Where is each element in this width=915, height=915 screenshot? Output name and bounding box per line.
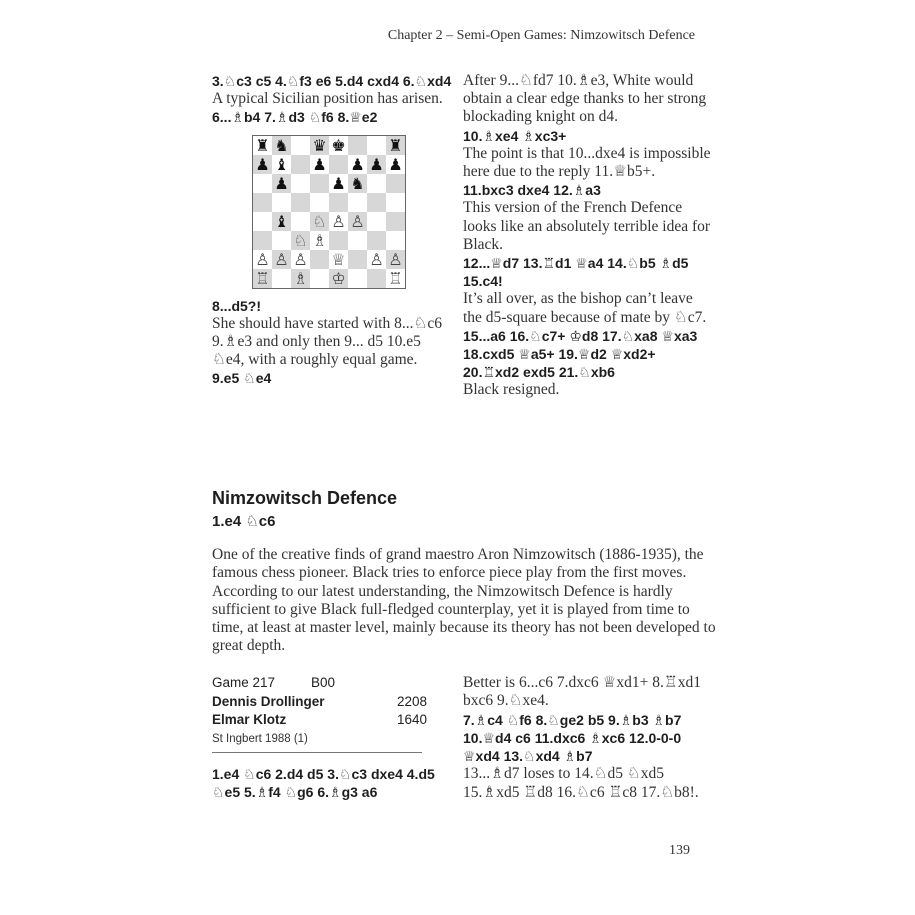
black-rook-icon: ♜ bbox=[255, 135, 270, 155]
white-rating: 2208 bbox=[396, 693, 427, 709]
board-square bbox=[253, 155, 272, 174]
board-square bbox=[386, 231, 405, 250]
board-square bbox=[291, 250, 310, 269]
white-king-icon: ♔ bbox=[331, 268, 346, 288]
board-square bbox=[291, 193, 310, 212]
black-pawn-icon: ♟ bbox=[255, 154, 270, 174]
board-square bbox=[272, 155, 291, 174]
board-square bbox=[272, 136, 291, 155]
commentary: It’s all over, as the bishop can’t leave the d5-square because of mate by ♘c7. bbox=[463, 290, 707, 326]
move-text: 12...♕d7 13.♖d1 ♕a4 14.♘b5 ♗d5 15.c4! bbox=[463, 255, 689, 290]
black-pawn-icon: ♟ bbox=[369, 154, 384, 174]
board-square bbox=[310, 155, 329, 174]
white-queen-icon: ♕ bbox=[331, 249, 346, 269]
board-square bbox=[253, 174, 272, 193]
game-header bbox=[212, 674, 427, 753]
white-pawn-icon: ♙ bbox=[369, 249, 384, 269]
board-square bbox=[310, 193, 329, 212]
board-square bbox=[329, 136, 348, 155]
board-square bbox=[329, 155, 348, 174]
white-pawn-icon: ♙ bbox=[255, 249, 270, 269]
board-square bbox=[348, 212, 367, 231]
black-queen-icon: ♛ bbox=[312, 135, 327, 155]
black-pawn-icon: ♟ bbox=[274, 173, 289, 193]
black-pawn-icon: ♟ bbox=[388, 154, 403, 174]
board-square bbox=[386, 269, 405, 288]
board-square bbox=[291, 174, 310, 193]
board-square bbox=[348, 136, 367, 155]
commentary: Black resigned. bbox=[463, 381, 560, 399]
board-square bbox=[253, 231, 272, 250]
board-square bbox=[329, 250, 348, 269]
board-square bbox=[367, 250, 386, 269]
board-square bbox=[272, 250, 291, 269]
board-square bbox=[310, 136, 329, 155]
black-player: Elmar Klotz bbox=[212, 712, 287, 727]
white-knight-icon: ♘ bbox=[312, 211, 327, 231]
move-text: 6...♗b4 7.♗d3 ♘f6 8.♕e2 bbox=[212, 109, 378, 126]
move-text: 10.♗xe4 ♗xc3+ bbox=[463, 127, 567, 144]
left-column bbox=[212, 72, 452, 388]
board-square bbox=[386, 155, 405, 174]
board-square bbox=[386, 250, 405, 269]
board-square bbox=[253, 193, 272, 212]
black-knight-icon: ♞ bbox=[350, 173, 365, 193]
board-square bbox=[348, 155, 367, 174]
board-square bbox=[367, 155, 386, 174]
commentary: 13...♗d7 loses to 14.♘d5 ♘xd5 15.♗xd5 ♖d8 16.♘c6 ♖c8 17.♘b8!. bbox=[463, 765, 699, 801]
board-square bbox=[386, 193, 405, 212]
black-king-icon: ♚ bbox=[331, 135, 346, 155]
board-square bbox=[367, 174, 386, 193]
board-square bbox=[329, 193, 348, 212]
section-intro: One of the creative finds of grand maestro Aron Nimzowitsch (1886-1935), the famous chess pioneer. Black tries to enforce piece play from the first moves. According to our latest understanding, the Nimzowitsch Defence is hardly sufficient to give Black full-fledged counterplay, yet it is played from time to time, at least at master level, mainly because its theory has not been developed to great depth. bbox=[212, 546, 716, 655]
board-square bbox=[272, 212, 291, 231]
right-column bbox=[463, 72, 713, 400]
white-pawn-icon: ♙ bbox=[388, 249, 403, 269]
board-square bbox=[386, 174, 405, 193]
white-bishop-icon: ♗ bbox=[293, 268, 308, 288]
board-square bbox=[291, 269, 310, 288]
eco-code: B00 bbox=[311, 675, 336, 690]
divider bbox=[212, 752, 422, 753]
board-square bbox=[272, 269, 291, 288]
board-square bbox=[329, 212, 348, 231]
white-rook-icon: ♖ bbox=[255, 268, 270, 288]
board-square bbox=[310, 250, 329, 269]
black-pawn-icon: ♟ bbox=[331, 173, 346, 193]
board-square bbox=[367, 212, 386, 231]
move-text: 7.♗c4 ♘f6 8.♘ge2 b5 9.♗b3 ♗b7 10.♕d4 c6 11.dxc6 ♗xc6 12.0-0-0 ♕xd4 13.♘xd4 ♗b7 bbox=[463, 711, 682, 765]
board-square bbox=[310, 174, 329, 193]
black-pawn-icon: ♟ bbox=[350, 154, 365, 174]
board-square bbox=[272, 193, 291, 212]
board-square bbox=[272, 231, 291, 250]
board-square bbox=[348, 231, 367, 250]
board-square bbox=[367, 231, 386, 250]
white-bishop-icon: ♗ bbox=[312, 230, 327, 250]
board-square bbox=[348, 193, 367, 212]
white-knight-icon: ♘ bbox=[293, 230, 308, 250]
black-bishop-icon: ♝ bbox=[274, 154, 289, 174]
board-square bbox=[272, 174, 291, 193]
board-square bbox=[386, 212, 405, 231]
board-square bbox=[367, 136, 386, 155]
board-square bbox=[291, 212, 310, 231]
board-square bbox=[291, 155, 310, 174]
chess-diagram bbox=[252, 135, 406, 289]
white-pawn-icon: ♙ bbox=[331, 211, 346, 231]
board-square bbox=[329, 231, 348, 250]
commentary: Better is 6...c6 7.dxc6 ♕xd1+ 8.♖xd1 bxc6 9.♘xe4. bbox=[463, 674, 702, 710]
commentary: This version of the French Defence looks like an absolutely terrible idea for Black. bbox=[463, 199, 711, 253]
board-square bbox=[367, 269, 386, 288]
game-event: St Ingbert 1988 (1) bbox=[212, 732, 308, 745]
white-rook-icon: ♖ bbox=[388, 268, 403, 288]
black-pawn-icon: ♟ bbox=[312, 154, 327, 174]
black-rook-icon: ♜ bbox=[388, 135, 403, 155]
board-square bbox=[253, 250, 272, 269]
move-text: 15...a6 16.♘c7+ ♔d8 17.♘xa8 ♕xa3 18.cxd5 ♕a5+ 19.♕d2 ♕xd2+ 20.♖xd2 exd5 21.♘xb6 bbox=[463, 327, 698, 381]
board-square bbox=[291, 136, 310, 155]
section-heading: Nimzowitsch Defence bbox=[212, 488, 398, 508]
commentary: She should have started with 8...♘c6 9.♗e3 and only then 9... d5 10.e5 ♘e4, with a roughly equal game. bbox=[212, 314, 442, 369]
game-number: Game 217 bbox=[212, 675, 276, 690]
white-pawn-icon: ♙ bbox=[293, 249, 308, 269]
black-rating: 1640 bbox=[396, 712, 427, 727]
commentary: A typical Sicilian position has arisen. bbox=[212, 90, 443, 108]
section-moves: 1.e4 ♘c6 bbox=[212, 513, 276, 530]
white-pawn-icon: ♙ bbox=[274, 249, 289, 269]
board-square bbox=[291, 231, 310, 250]
commentary: The point is that 10...dxe4 is impossible here due to the reply 11.♕b5+. bbox=[463, 144, 711, 181]
page-number: 139 bbox=[669, 843, 690, 858]
game-moves: 1.e4 ♘c6 2.d4 d5 3.♘c3 dxe4 4.d5 ♘e5 5.♗f4 ♘g6 6.♗g3 a6 bbox=[212, 766, 435, 801]
board-square bbox=[329, 269, 348, 288]
board-square bbox=[348, 174, 367, 193]
move-text: 9.e5 ♘e4 bbox=[212, 370, 272, 387]
board-square bbox=[348, 250, 367, 269]
board-square bbox=[329, 174, 348, 193]
move-text: 11.bxc3 dxe4 12.♗a3 bbox=[463, 182, 601, 199]
move-text: 8...d5?! bbox=[212, 297, 262, 314]
board-square bbox=[253, 269, 272, 288]
board-square bbox=[310, 231, 329, 250]
black-bishop-icon: ♝ bbox=[274, 211, 289, 231]
board-square bbox=[253, 212, 272, 231]
board-square bbox=[310, 269, 329, 288]
board-square bbox=[386, 136, 405, 155]
game-notes-column bbox=[463, 674, 718, 802]
move-text: 3.♘c3 c5 4.♘f3 e6 5.d4 cxd4 6.♘xd4 bbox=[212, 73, 452, 89]
board-square bbox=[367, 193, 386, 212]
running-header: Chapter 2 – Semi-Open Games: Nimzowitsch Defence bbox=[387, 28, 695, 43]
white-player: Dennis Drollinger bbox=[212, 693, 325, 709]
black-knight-icon: ♞ bbox=[274, 135, 289, 155]
commentary: After 9...♘fd7 10.♗e3, White would obtain a clear edge thanks to her strong blockading knight on d4. bbox=[463, 72, 707, 126]
board-square bbox=[310, 212, 329, 231]
board-square bbox=[348, 269, 367, 288]
board-square bbox=[253, 136, 272, 155]
white-pawn-icon: ♙ bbox=[350, 211, 365, 231]
